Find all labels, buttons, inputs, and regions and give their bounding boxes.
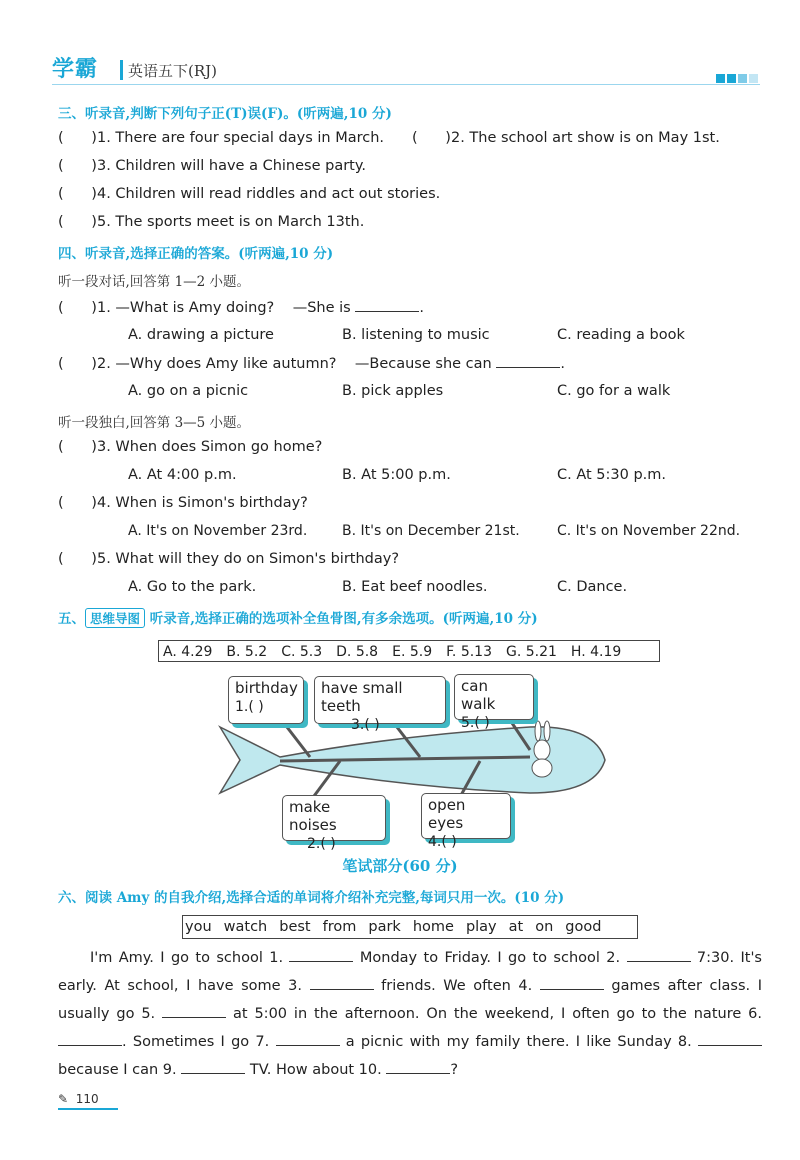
blank-1[interactable]: 1.( ) [235,699,264,715]
book-title: 英语五下(RJ) [128,62,218,80]
s3-item-5: ( )5. The sports meet is on March 13th. [58,214,365,230]
blank-5[interactable]: 5.( ) [461,715,490,731]
option-box: A. 4.29 B. 5.2 C. 5.3 D. 5.8 E. 5.9 F. 5.13 G. 5.21 H. 4.19 [158,640,660,662]
s4-q1-a: A. drawing a picture [128,327,274,343]
header-divider [120,60,123,80]
section3-title: 三、听录音,判断下列句子正(T)误(F)。(听两遍,10 分) [58,106,392,122]
blank-4[interactable]: 4.( ) [428,834,457,850]
section4-sub2: 听一段独白,回答第 3—5 小题。 [58,415,251,431]
s4-q4-b: B. It's on December 21st. [342,523,520,539]
s3-item-3: ( )3. Children will have a Chinese party. [58,158,366,174]
s4-q3-a: A. At 4:00 p.m. [128,467,237,483]
s4-q2: ( )2. —Why does Amy like autumn? —Because she can . [58,356,565,372]
card-can-walk: can walk 5.( ) [454,674,534,720]
card-birthday: birthday 1.( ) [228,676,304,724]
card-small-teeth: have small teeth 3.( ) [314,676,446,724]
footer-rule [58,1108,118,1110]
s3-item-2: ( )2. The school art show is on May 1st. [412,130,720,146]
header-rule [52,84,760,85]
card-make-noises: make noises 2.( ) [282,795,386,841]
s4-q5: ( )5. What will they do on Simon's birthday? [58,551,400,567]
s4-q3-c: C. At 5:30 p.m. [557,467,667,483]
written-part-title: 笔试部分(60 分) [342,857,458,875]
blank-2[interactable]: 2.( ) [307,836,336,852]
s4-q4: ( )4. When is Simon's birthday? [58,495,308,511]
s4-q1: ( )1. —What is Amy doing? —She is . [58,300,424,316]
page-number: ✎ 110 [58,1092,99,1106]
s4-q5-c: C. Dance. [557,579,628,595]
s4-q2-c: C. go for a walk [557,383,671,399]
reading-passage: I'm Amy. I go to school 1. Monday to Friday. I go to school 2. 7:30. It's early. At school, I have some 3. friends. We often 4. games after class. I usually go 5. at 5:00 in the afternoon. On the weekend, I often go to the nature 6. . Sometimes I go 7. a picnic with my family there. I like Sunday 8. because I can 9. TV. How about 10. ? [58,950,762,1078]
s4-q2-a: A. go on a picnic [128,383,249,399]
card-open-eyes: open eyes 4.( ) [421,793,511,839]
s4-q5-b: B. Eat beef noodles. [342,579,488,595]
s4-q2-b: B. pick apples [342,383,444,399]
section4-title: 四、听录音,选择正确的答案。(听两遍,10 分) [58,246,334,262]
s4-q4-c: C. It's on November 22nd. [557,523,741,539]
s4-q1-b: B. listening to music [342,327,490,343]
brand-logo: 学霸 [52,57,99,82]
s4-q1-c: C. reading a book [557,327,685,343]
word-box: you watch best from park home play at on good [182,915,638,939]
section4-sub1: 听一段对话,回答第 1—2 小题。 [58,274,251,290]
s3-item-1: ( )1. There are four special days in March. [58,130,385,146]
mind-map-tag: 思维导图 [85,608,145,628]
s4-q4-a: A. It's on November 23rd. [128,523,308,539]
blank-3[interactable]: 3.( ) [351,717,380,733]
s4-q3-b: B. At 5:00 p.m. [342,467,451,483]
section6-title: 六、阅读 Amy 的自我介绍,选择合适的单词将介绍补充完整,每词只用一次。(10 分) [58,890,565,906]
section5-title: 五、 思维导图 听录音,选择正确的选项补全鱼骨图,有多余选项。(听两遍,10 分) [58,607,538,628]
s4-q3: ( )3. When does Simon go home? [58,439,323,455]
s3-item-4: ( )4. Children will read riddles and act out stories. [58,186,441,202]
s4-q5-a: A. Go to the park. [128,579,257,595]
